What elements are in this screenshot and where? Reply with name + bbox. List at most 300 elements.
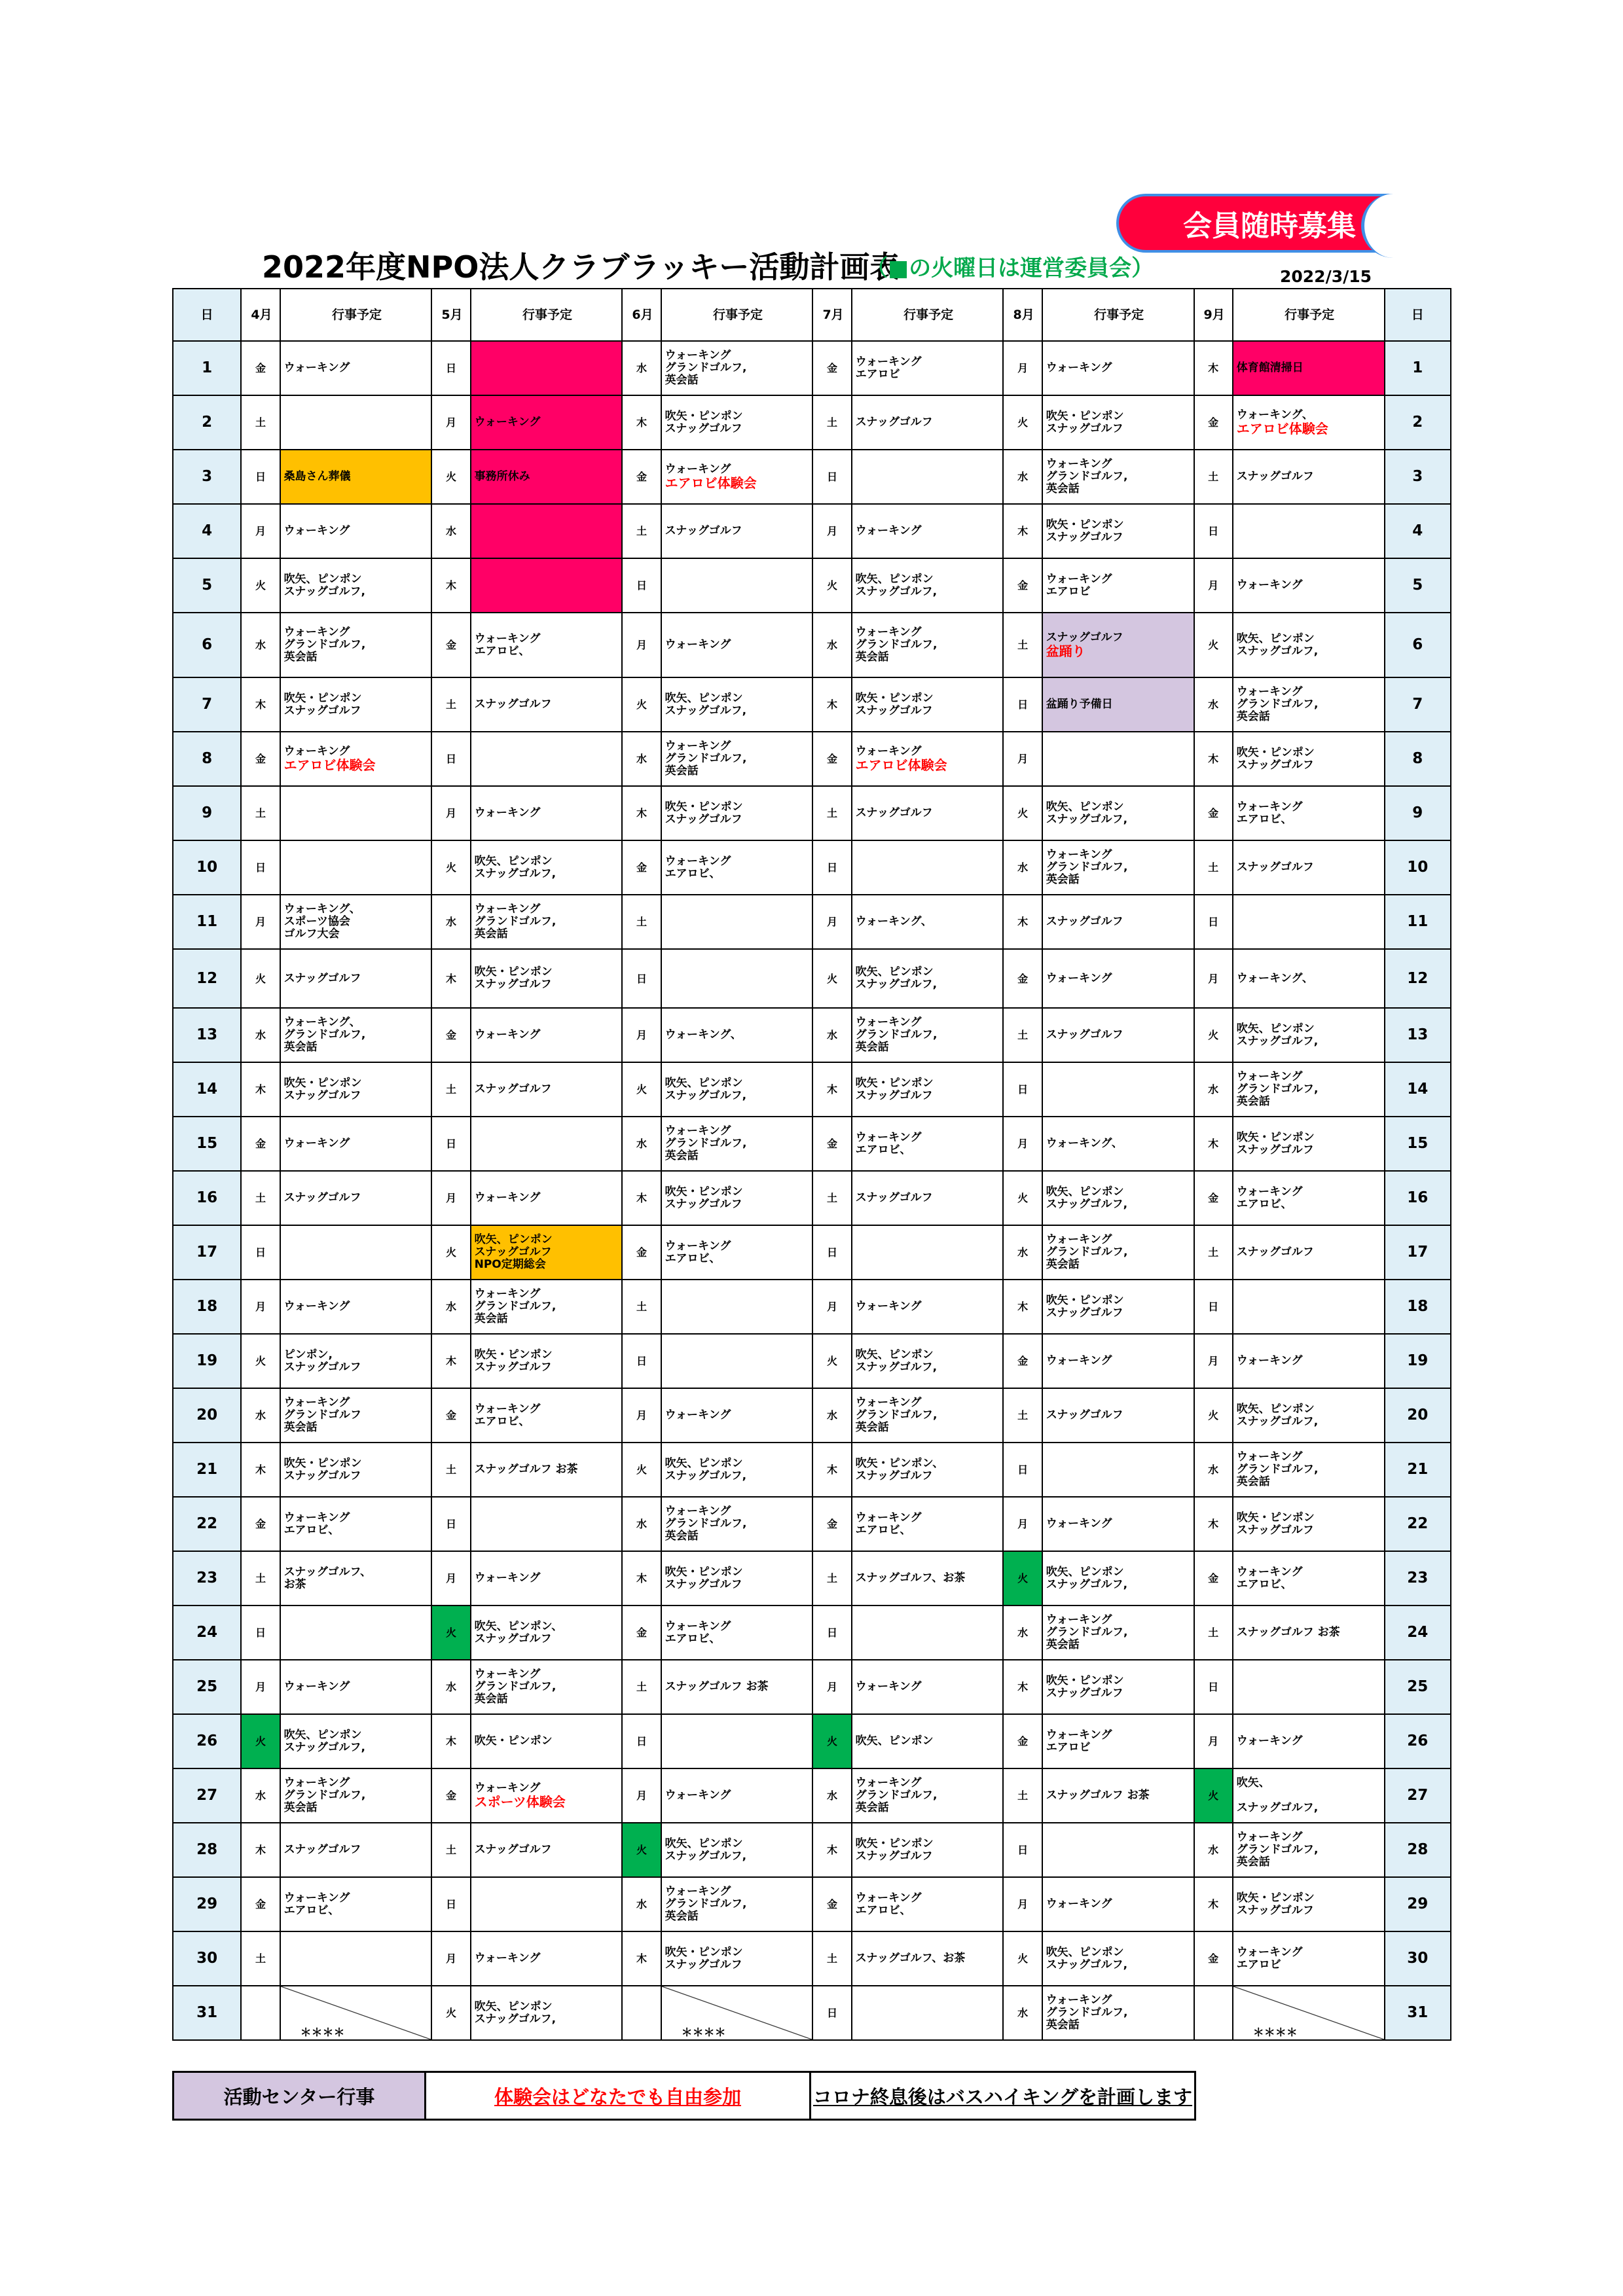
event-line: スナッグゴルフ — [283, 1088, 361, 1102]
event-line: スナッグゴルフ — [283, 1843, 361, 1856]
event-line: 吹矢・ピンポン — [855, 1837, 934, 1850]
event-cell — [1042, 1768, 1194, 1823]
event-line: スナッグゴルフ — [1046, 915, 1123, 928]
event-line: スナッグゴルフ, — [665, 1849, 747, 1863]
event-line: ウォーキング — [1236, 1734, 1303, 1748]
day-number: 15 — [173, 1117, 241, 1171]
event-cell — [1042, 1388, 1194, 1443]
header-cell: 行事予定 — [1233, 289, 1385, 341]
event-cell — [471, 949, 623, 1008]
event-cell — [280, 1768, 432, 1823]
event-line: 桑島さん葬儀 — [283, 470, 351, 483]
event-cell — [280, 1986, 432, 2040]
event-line: 吹矢、ピンポン — [855, 1348, 934, 1361]
event-cell — [280, 504, 432, 558]
event-line: スナッグゴルフ — [855, 416, 933, 429]
header-cell: 9月 — [1194, 289, 1233, 341]
weekday-cell: 土 — [431, 677, 470, 732]
event-line: エアロビ、 — [1236, 812, 1292, 826]
event-cell — [852, 1931, 1004, 1986]
event-cell — [661, 558, 813, 613]
event-cell — [1042, 1443, 1194, 1497]
weekday-cell: 火 — [1194, 613, 1233, 677]
weekday-cell: 土 — [812, 395, 851, 450]
event-cell — [471, 1605, 623, 1660]
event-cell — [1233, 1388, 1385, 1443]
weekday-cell: 金 — [241, 1497, 280, 1551]
weekday-cell: 金 — [812, 1117, 851, 1171]
event-cell — [661, 1931, 813, 1986]
event-cell — [471, 1280, 623, 1334]
weekday-cell: 金 — [1194, 1931, 1233, 1986]
weekday-cell: 木 — [812, 677, 851, 732]
event-cell — [471, 1931, 623, 1986]
event-cell — [661, 395, 813, 450]
weekday-cell: 金 — [241, 341, 280, 395]
event-cell — [1233, 1605, 1385, 1660]
event-line: エアロビ — [1046, 584, 1091, 598]
weekday-cell: 火 — [812, 1714, 851, 1768]
day-number: 12 — [173, 949, 241, 1008]
event-line: エアロビ体験会 — [1236, 421, 1328, 437]
weekday-cell: 水 — [241, 613, 280, 677]
weekday-cell: 木 — [1194, 1117, 1233, 1171]
weekday-cell: 火 — [812, 1334, 851, 1388]
schedule-table — [172, 288, 1451, 2041]
event-line: スナッグゴルフ — [283, 704, 361, 717]
event-line: 吹矢、ピンポン、 — [474, 1619, 563, 1633]
event-line: 英会話 — [1046, 1638, 1080, 1651]
weekday-cell: 日 — [622, 1714, 661, 1768]
weekday-cell: 土 — [431, 1823, 470, 1877]
table-row — [173, 732, 1451, 786]
event-line: 吹矢・ピンポン、 — [855, 1456, 944, 1470]
event-line: ウォーキング — [1046, 848, 1112, 861]
weekday-cell: 日 — [812, 1225, 851, 1280]
event-cell — [280, 613, 432, 677]
day-number: 26 — [173, 1714, 241, 1768]
event-line: グランドゴルフ, — [1046, 861, 1128, 874]
event-line: ウォーキング — [283, 1511, 350, 1524]
event-line: ウォーキング — [855, 1680, 922, 1693]
table-row — [173, 895, 1451, 949]
event-line: ウォーキング — [855, 626, 922, 639]
event-line: 英会話 — [855, 1801, 889, 1814]
day-number-right: 11 — [1385, 895, 1451, 949]
weekday-cell: 日 — [1003, 1062, 1042, 1117]
table-row — [173, 1877, 1451, 1931]
event-cell — [852, 504, 1004, 558]
event-line: ウォーキング — [1236, 1185, 1303, 1198]
table-row — [173, 677, 1451, 732]
weekday-cell: 日 — [1003, 677, 1042, 732]
weekday-cell: 土 — [812, 1171, 851, 1225]
weekday-cell: 木 — [241, 677, 280, 732]
event-line: 吹矢・ピンポン — [665, 409, 743, 423]
event-cell — [661, 1497, 813, 1551]
event-line: 吹矢・ピンポン — [1236, 1511, 1315, 1524]
event-cell — [471, 558, 623, 613]
event-cell — [852, 613, 1004, 677]
event-cell — [1233, 1714, 1385, 1768]
weekday-cell — [241, 1986, 280, 2040]
event-cell — [471, 1225, 623, 1280]
event-line: 吹矢・ピンポン — [665, 1945, 743, 1959]
event-line: 英会話 — [283, 1041, 318, 1054]
event-line: 英会話 — [474, 927, 508, 941]
event-cell — [661, 895, 813, 949]
event-line: スナッグゴルフ — [474, 1360, 552, 1374]
event-cell — [1042, 840, 1194, 895]
event-line: グランドゴルフ, — [665, 361, 747, 374]
weekday-cell: 月 — [431, 1171, 470, 1225]
weekday-cell: 金 — [431, 613, 470, 677]
weekday-cell: 水 — [1194, 677, 1233, 732]
event-line: スナッグゴルフ お茶 — [1046, 1789, 1150, 1802]
event-line: ウォーキング — [283, 1137, 350, 1150]
weekday-cell: 金 — [622, 450, 661, 504]
event-line: ウォーキング — [283, 626, 350, 639]
weekday-cell: 土 — [622, 1280, 661, 1334]
event-line: スナッグゴルフ, — [283, 1740, 366, 1754]
event-line: 吹矢・ピンポン — [1046, 409, 1124, 423]
weekday-cell: 金 — [1194, 786, 1233, 840]
event-line: 吹矢、ピンポン — [855, 1734, 934, 1748]
event-line: ウォーキング — [283, 524, 350, 537]
event-cell — [1042, 1877, 1194, 1931]
event-line: 吹矢、ピンポン — [855, 965, 934, 978]
event-line: 盆踊り予備日 — [1046, 698, 1113, 711]
weekday-cell: 土 — [812, 786, 851, 840]
event-cell — [1042, 504, 1194, 558]
event-cell — [1233, 395, 1385, 450]
weekday-cell: 月 — [431, 1551, 470, 1605]
table-row — [173, 1714, 1451, 1768]
weekday-cell: 月 — [1003, 732, 1042, 786]
weekday-cell: 木 — [622, 1171, 661, 1225]
event-cell — [1042, 558, 1194, 613]
event-cell — [1042, 1823, 1194, 1877]
event-cell — [661, 1714, 813, 1768]
header-cell: 7月 — [812, 289, 851, 341]
day-number: 17 — [173, 1225, 241, 1280]
event-line: ウォーキング — [855, 524, 922, 537]
event-cell — [852, 1225, 1004, 1280]
weekday-cell: 木 — [431, 558, 470, 613]
day-number-right: 3 — [1385, 450, 1451, 504]
weekday-cell: 金 — [1194, 1551, 1233, 1605]
event-cell — [852, 840, 1004, 895]
event-cell — [1233, 1768, 1385, 1823]
event-line: 英会話 — [1046, 2018, 1080, 2032]
weekday-cell: 日 — [812, 450, 851, 504]
event-line: 吹矢・ピンポン — [474, 965, 553, 978]
event-cell — [852, 1660, 1004, 1714]
event-line: エアロビ、 — [474, 644, 530, 658]
event-cell — [852, 895, 1004, 949]
weekday-cell: 月 — [622, 1008, 661, 1062]
weekday-cell: 火 — [1003, 1931, 1042, 1986]
event-line: 英会話 — [665, 1149, 699, 1162]
event-cell — [661, 1388, 813, 1443]
weekday-cell: 水 — [431, 1280, 470, 1334]
weekday-cell: 水 — [1003, 450, 1042, 504]
weekday-cell: 月 — [1194, 1334, 1233, 1388]
event-line: ウォーキング — [1046, 1897, 1112, 1910]
weekday-cell: 火 — [1003, 1551, 1042, 1605]
event-cell — [852, 1117, 1004, 1171]
header-cell: 日 — [1385, 289, 1451, 341]
event-cell — [661, 341, 813, 395]
event-cell — [471, 1768, 623, 1823]
event-line: スナッグゴルフ — [283, 1191, 361, 1204]
event-line: スナッグゴルフ, — [855, 1360, 938, 1374]
weekday-cell: 水 — [1003, 1605, 1042, 1660]
event-line: ウォーキング — [474, 1571, 541, 1585]
weekday-cell: 土 — [431, 1443, 470, 1497]
weekday-cell: 土 — [1194, 1605, 1233, 1660]
weekday-cell: 水 — [622, 1877, 661, 1931]
event-line: ウォーキング、 — [283, 903, 361, 916]
event-line: 吹矢、ピンポン — [1046, 1185, 1124, 1198]
event-line: ピンポン, — [283, 1348, 333, 1361]
weekday-cell: 水 — [1003, 1986, 1042, 2040]
event-line: グランドゴルフ, — [855, 638, 938, 651]
weekday-cell: 日 — [1194, 1280, 1233, 1334]
event-cell — [1042, 450, 1194, 504]
day-number: 4 — [173, 504, 241, 558]
event-cell — [661, 1171, 813, 1225]
event-line: 吹矢、ピンポン — [665, 1076, 743, 1090]
weekday-cell: 木 — [1003, 504, 1042, 558]
day-number: 1 — [173, 341, 241, 395]
event-line: 吹矢・ピンポン — [1236, 1130, 1315, 1144]
event-line: 吹矢、ピンポン — [1046, 800, 1124, 814]
event-line: 吹矢、ピンポン — [1236, 1402, 1315, 1416]
event-line: ウォーキング — [474, 1952, 541, 1965]
event-line: スナッグゴルフ — [474, 1632, 552, 1645]
event-line: ウォーキング — [855, 1300, 922, 1313]
event-cell — [280, 1823, 432, 1877]
weekday-cell: 水 — [1194, 1823, 1233, 1877]
event-cell — [852, 732, 1004, 786]
day-number-right: 15 — [1385, 1117, 1451, 1171]
table-row — [173, 1660, 1451, 1714]
event-line: スナッグゴルフ、お茶 — [855, 1571, 966, 1585]
weekday-cell: 火 — [431, 840, 470, 895]
weekday-cell: 日 — [241, 1225, 280, 1280]
event-cell — [471, 677, 623, 732]
event-line: ウォーキング — [474, 1782, 541, 1795]
event-cell — [471, 1660, 623, 1714]
day-number-right: 10 — [1385, 840, 1451, 895]
event-line: 吹矢、ピンポン — [665, 691, 743, 705]
event-cell — [852, 1008, 1004, 1062]
event-line: グランドゴルフ, — [1046, 470, 1128, 483]
weekday-cell: 土 — [622, 895, 661, 949]
event-line: スナッグゴルフ — [665, 524, 742, 537]
event-cell — [1233, 1986, 1385, 2040]
header-row — [173, 289, 1451, 341]
event-line: スナッグゴルフ お茶 — [1236, 1626, 1340, 1639]
event-line: ウォーキング — [665, 740, 731, 753]
member-recruit-banner — [1116, 194, 1404, 253]
weekday-cell: 月 — [431, 395, 470, 450]
event-cell — [280, 1280, 432, 1334]
weekday-cell: 金 — [1194, 395, 1233, 450]
weekday-cell: 水 — [812, 1388, 851, 1443]
weekday-cell: 日 — [431, 1117, 470, 1171]
event-cell — [280, 450, 432, 504]
event-cell — [280, 1931, 432, 1986]
event-cell — [1042, 786, 1194, 840]
event-cell — [280, 1605, 432, 1660]
event-line: グランドゴルフ, — [1046, 2006, 1128, 2019]
weekday-cell: 月 — [622, 1768, 661, 1823]
table-row — [173, 1388, 1451, 1443]
event-cell — [1042, 1605, 1194, 1660]
weekday-cell: 金 — [812, 1497, 851, 1551]
event-line: 吹矢、ピンポン — [474, 1233, 553, 1246]
event-line: ＊＊＊＊ — [300, 2026, 345, 2039]
weekday-cell: 日 — [431, 732, 470, 786]
event-cell — [1042, 677, 1194, 732]
event-line: グランドゴルフ, — [283, 638, 366, 651]
event-line: ウォーキング — [474, 632, 541, 645]
event-line: スナッグゴルフ — [855, 1469, 933, 1482]
weekday-cell: 火 — [431, 450, 470, 504]
event-line: グランドゴルフ, — [1046, 1626, 1128, 1639]
weekday-cell: 日 — [622, 558, 661, 613]
event-cell — [471, 1877, 623, 1931]
table-row — [173, 395, 1451, 450]
event-cell — [471, 613, 623, 677]
weekday-cell: 月 — [1194, 558, 1233, 613]
event-cell — [471, 1986, 623, 2040]
event-cell — [280, 1117, 432, 1171]
event-line: スナッグゴルフ — [855, 1191, 933, 1204]
event-line: 英会話 — [283, 651, 318, 664]
event-line: スナッグゴルフ — [1236, 470, 1314, 483]
weekday-cell: 日 — [622, 949, 661, 1008]
event-cell — [852, 558, 1004, 613]
event-line: グランドゴルフ, — [1236, 698, 1319, 711]
event-cell — [661, 677, 813, 732]
event-line: ウォーキング — [1046, 1517, 1112, 1530]
day-number-right: 9 — [1385, 786, 1451, 840]
event-cell — [1042, 1062, 1194, 1117]
event-line: ウォーキング — [1046, 361, 1112, 374]
event-cell — [852, 1986, 1004, 2040]
event-line: エアロビ、 — [474, 1414, 530, 1428]
table-row — [173, 558, 1451, 613]
weekday-cell: 木 — [241, 1443, 280, 1497]
header-cell: 行事予定 — [852, 289, 1004, 341]
header-cell: 日 — [173, 289, 241, 341]
weekday-cell: 月 — [431, 1931, 470, 1986]
event-line: スナッグゴルフ — [1236, 1523, 1314, 1537]
event-line: お茶 — [283, 1577, 306, 1591]
event-cell — [1042, 1334, 1194, 1388]
event-line: グランドゴルフ, — [1046, 1246, 1128, 1259]
event-cell — [1042, 1497, 1194, 1551]
weekday-cell: 水 — [1003, 840, 1042, 895]
event-cell — [661, 504, 813, 558]
event-line: ウォーキング — [474, 903, 541, 916]
event-line: 英会話 — [1236, 1856, 1270, 1869]
day-number-right: 5 — [1385, 558, 1451, 613]
event-line: ウォーキング — [855, 355, 922, 368]
event-cell — [280, 677, 432, 732]
event-cell — [1233, 450, 1385, 504]
event-line: ウォーキング — [1236, 579, 1303, 592]
event-line: 吹矢、ピンポン — [474, 854, 553, 868]
event-line: ウォーキング — [474, 1668, 541, 1681]
event-cell — [1233, 504, 1385, 558]
event-line: スナッグゴルフ — [474, 1843, 552, 1856]
header-cell: 5月 — [431, 289, 470, 341]
event-line: グランドゴルフ, — [665, 1897, 747, 1910]
day-number-right: 21 — [1385, 1443, 1451, 1497]
weekday-cell: 月 — [622, 1388, 661, 1443]
event-line: ウォーキング — [855, 1016, 922, 1029]
day-number-right: 24 — [1385, 1605, 1451, 1660]
day-number-right: 14 — [1385, 1062, 1451, 1117]
weekday-cell: 土 — [241, 1931, 280, 1986]
weekday-cell: 日 — [1194, 1660, 1233, 1714]
event-cell — [1233, 1443, 1385, 1497]
weekday-cell: 木 — [1194, 732, 1233, 786]
event-cell — [471, 1117, 623, 1171]
weekday-cell: 火 — [1194, 1768, 1233, 1823]
event-cell — [1042, 1931, 1194, 1986]
weekday-cell: 火 — [812, 558, 851, 613]
weekday-cell: 火 — [622, 1062, 661, 1117]
weekday-cell: 月 — [1003, 341, 1042, 395]
event-line: 英会話 — [1046, 482, 1080, 495]
event-cell — [471, 895, 623, 949]
weekday-cell: 水 — [241, 1768, 280, 1823]
event-line: スナッグゴルフ — [1236, 1246, 1314, 1259]
weekday-cell: 火 — [1003, 1171, 1042, 1225]
event-line: ウォーキング — [283, 1300, 350, 1313]
event-line: スナッグゴルフ、お茶 — [855, 1952, 966, 1965]
weekday-cell: 土 — [1194, 450, 1233, 504]
event-line: スナッグゴルフ お茶 — [665, 1680, 769, 1693]
weekday-cell: 金 — [1003, 949, 1042, 1008]
event-cell — [852, 1280, 1004, 1334]
event-line: 事務所休み — [474, 470, 530, 483]
event-line: ウォーキング — [665, 1408, 731, 1422]
table-row — [173, 1823, 1451, 1877]
event-cell — [852, 786, 1004, 840]
event-line: 吹矢・ピンポン — [665, 800, 743, 814]
event-cell — [280, 1062, 432, 1117]
weekday-cell: 金 — [1003, 558, 1042, 613]
event-line: ウォーキング — [1236, 1354, 1303, 1367]
day-number-right: 29 — [1385, 1877, 1451, 1931]
event-cell — [280, 1714, 432, 1768]
event-cell — [1233, 1008, 1385, 1062]
event-line: グランドゴルフ, — [1236, 1083, 1319, 1096]
weekday-cell: 月 — [1194, 1714, 1233, 1768]
event-cell — [471, 1008, 623, 1062]
weekday-cell: 火 — [622, 677, 661, 732]
event-line: グランドゴルフ, — [665, 752, 747, 765]
event-line: スナッグゴルフ — [665, 1577, 742, 1591]
event-line: エアロビ、 — [1236, 1197, 1292, 1211]
event-cell — [1233, 1225, 1385, 1280]
